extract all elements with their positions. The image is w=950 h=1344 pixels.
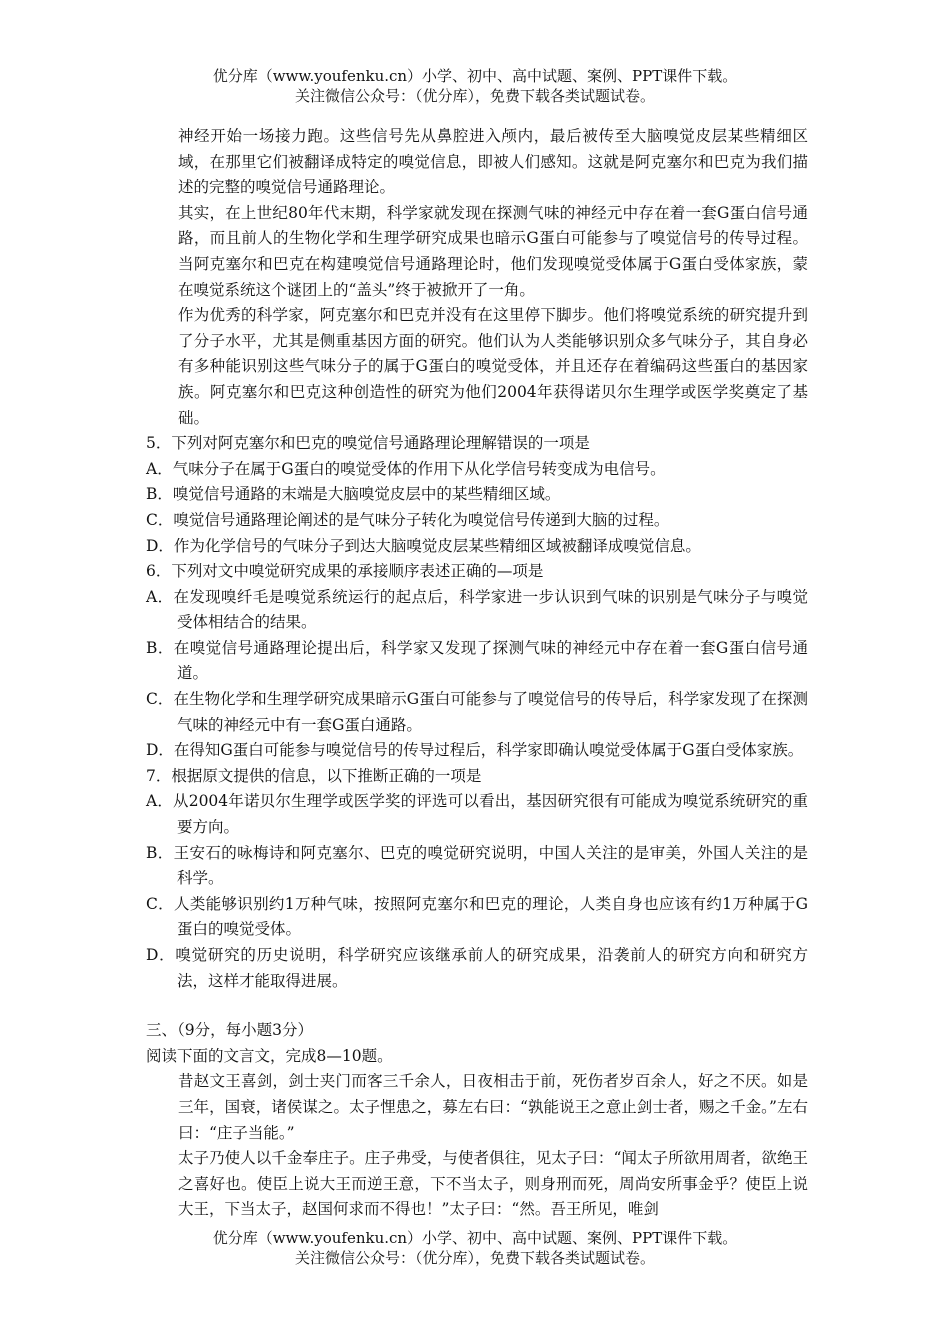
section-3-intro: 阅读下面的文言文，完成8—10题。 [146,1046,393,1065]
question-6-stem: 6．下列对文中嗅觉研究成果的承接顺序表述正确的—项是 [146,562,544,581]
document-body [0,124,950,1223]
page-footer [0,1228,950,1268]
question-6-option-a: A．在发现嗅纤毛是嗅觉系统运行的起点后，科学家进一步认识到气味的识别是气味分子与嗅觉受体相结合的结果。 [146,587,808,632]
question-6-option-b: B．在嗅觉信号通路理论提出后，科学家又发现了探测气味的神经元中存在着一套G蛋白信号通道。 [146,638,808,683]
section-spacer [0,994,950,1018]
question-7-option-b: B．王安石的咏梅诗和阿克塞尔、巴克的嗅觉研究说明，中国人关注的是审美，外国人关注的是科学。 [146,843,808,888]
header-line-1: 优分库（www.youfenku.cn）小学、初中、高中试题、案例、PPT课件下载。 [212,67,738,85]
question-7-stem: 7．根据原文提供的信息，以下推断正确的一项是 [146,766,482,785]
question-5-option-b: B．嗅觉信号通路的末端是大脑嗅觉皮层中的某些精细区域。 [146,485,561,504]
question-6-option-c: C．在生物化学和生理学研究成果暗示G蛋白可能参与了嗅觉信号的传导后，科学家发现了在探测气味的神经元中有一套G蛋白通路。 [146,690,808,734]
question-5-option-c: C．嗅觉信号通路理论阐述的是气味分子转化为嗅觉信号传递到大脑的过程。 [146,510,670,529]
classical-paragraph: 太子乃使人以千金奉庄子。庄子弗受，与使者俱往，见太子曰：“闻太子所欲用周者，欲绝王之喜好也。使臣上说大王而逆王意，下不当太子，则身刑而死，周尚安所事金乎？使臣上说大王，下当太子，赵国何求而不得也！”太子曰：“然。吾王所见，唯剑 [178,1149,808,1219]
passage-paragraph: 其实，在上世纪80年代末期，科学家就发现在探测气味的神经元中存在着一套G蛋白信号通路，而且前人的生物化学和生理学研究成果也暗示G蛋白可能参与了嗅觉信号的传导过程。当阿克塞尔和巴克在构建嗅觉信号通路理论时，他们发现嗅觉受体属于G蛋白受体家族，蒙在嗅觉系统这个谜团上的“盖头”终于被掀开了一角。 [178,203,808,299]
passage-paragraph: 作为优秀的科学家，阿克塞尔和巴克并没有在这里停下脚步。他们将嗅觉系统的研究提升到了分子水平，尤其是侧重基因方面的研究。他们认为人类能够识别众多气味分子，其自身必有多种能识别这些气味分子的属于G蛋白的嗅觉受体，并且还存在着编码这些蛋白的基因家族。阿克塞尔和巴克这种创造性的研究为他们2004年获得诺贝尔生理学或医学奖奠定了基础。 [178,306,808,427]
passage-paragraph: 神经开始一场接力跑。这些信号先从鼻腔进入颅内，最后被传至大脑嗅觉皮层某些精细区域，在那里它们被翻译成特定的嗅觉信息，即被人们感知。这就是阿克塞尔和巴克为我们描述的完整的嗅觉信号通路理论。 [178,127,808,197]
question-5-option-d: D．作为化学信号的气味分子到达大脑嗅觉皮层某些精细区域被翻译成嗅觉信息。 [146,536,701,555]
question-6-option-d: D．在得知G蛋白可能参与嗅觉信号的传导过程后，科学家即确认嗅觉受体属于G蛋白受体家族。 [146,741,804,760]
question-7-option-c: C．人类能够识别约1万种气味，按照阿克塞尔和巴克的理论，人类自身也应该有约1万种属于G蛋白的嗅觉受体。 [146,894,808,939]
footer-line-1: 优分库（www.youfenku.cn）小学、初中、高中试题、案例、PPT课件下载。 [212,1229,738,1247]
section-3-heading: 三、（9分，每小题3分） [146,1021,313,1040]
question-5-option-a: A．气味分子在属于G蛋白的嗅觉受体的作用下从化学信号转变成为电信号。 [146,459,666,478]
question-7-option-a: A．从2004年诺贝尔生理学或医学奖的评选可以看出，基因研究很有可能成为嗅觉系统研究的重要方向。 [146,792,808,837]
footer-line-2: 关注微信公众号：（优分库），免费下载各类试题试卷。 [294,1249,655,1267]
classical-paragraph: 昔赵文王喜剑，剑士夹门而客三千余人，日夜相击于前，死伤者岁百余人，好之不厌。如是三年，国衰，诸侯谋之。太子悝患之，募左右曰：“孰能说王之意止剑士者，赐之千金。”左右曰：“庄子当能。” [178,1072,808,1142]
header-line-2: 关注微信公众号：（优分库），免费下载各类试题试卷。 [294,87,655,105]
question-7-option-d: D．嗅觉研究的历史说明，科学研究应该继承前人的研究成果，沿袭前人的研究方向和研究方法，这样才能取得进展。 [146,946,808,990]
question-5-stem: 5．下列对阿克塞尔和巴克的嗅觉信号通路理论理解错误的一项是 [146,434,590,453]
page-header [0,66,950,106]
